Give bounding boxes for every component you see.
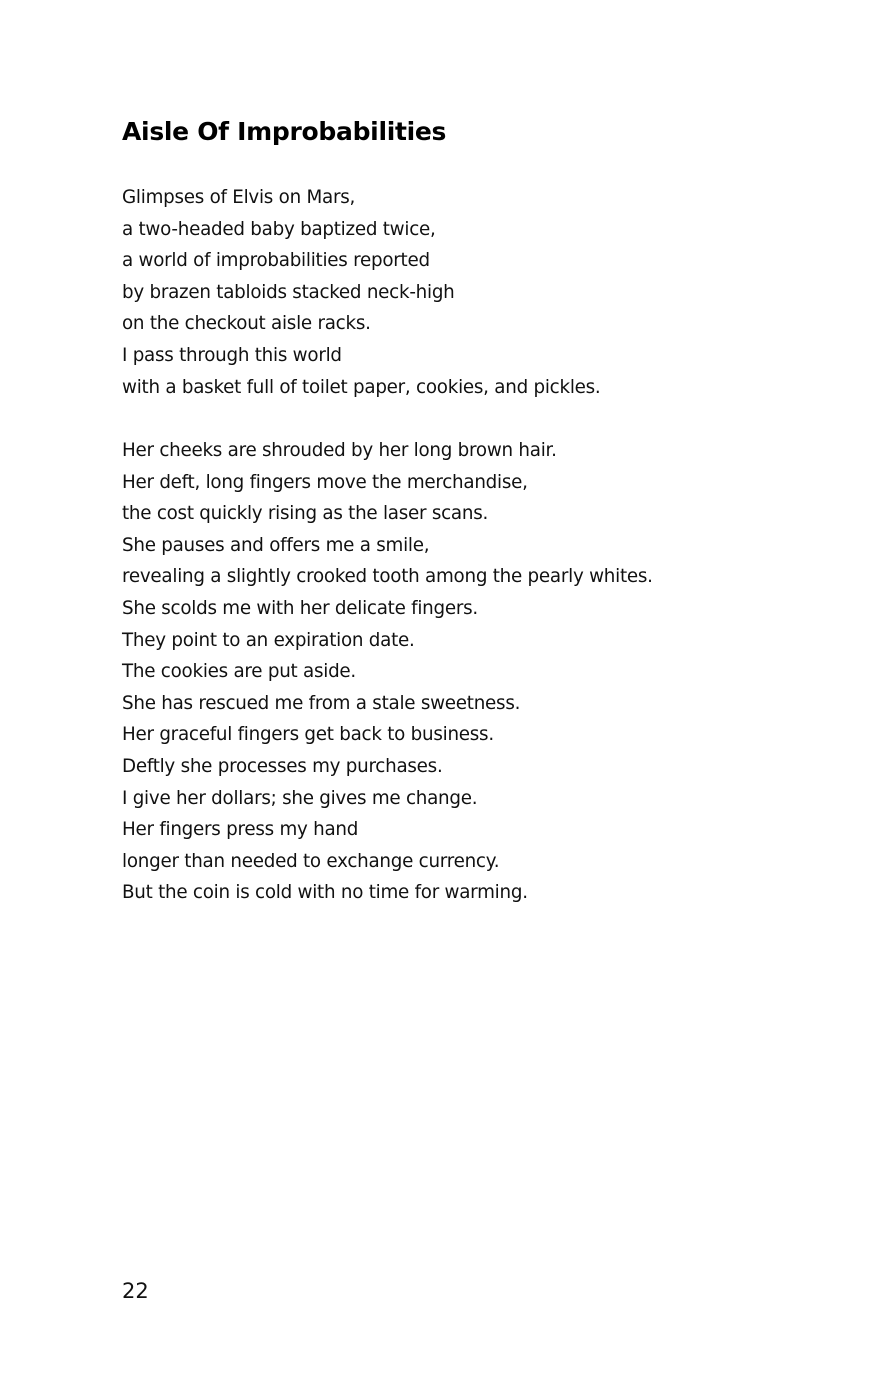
poem-line: Deftly she processes my purchases. [122,755,443,777]
poem-line: Glimpses of Elvis on Mars, [122,187,356,208]
poem-line: Her deft, long fingers move the merchandise, [122,471,528,493]
poem-line: with a basket full of toilet paper, cookies, and pickles. [122,376,601,398]
poem-line: But the coin is cold with no time for warming. [122,882,528,904]
poem-line: The cookies are put aside. [122,661,356,683]
poem-line: She pauses and offers me a smile, [122,534,430,556]
poem-line: longer than needed to exchange currency. [122,850,500,872]
poem-line: a world of improbabilities reported [122,250,430,272]
poem-title: Aisle Of Improbabilities [122,117,447,146]
poem-line: on the checkout aisle racks. [122,313,371,335]
poem-line: She scolds me with her delicate fingers. [122,597,478,619]
poem-line: Her fingers press my hand [122,819,359,841]
poem-line: She has rescued me from a stale sweetness. [122,692,521,714]
poem-line: Her graceful fingers get back to business. [122,724,494,746]
stanza-1 [122,182,600,403]
poem-line: I give her dollars; she gives me change. [122,787,478,809]
page-number: 22 [122,1279,149,1303]
stanza-2 [122,435,653,909]
poem-line: They point to an expiration date. [122,629,415,651]
poem-line: the cost quickly rising as the laser scans. [122,503,489,525]
poem-line: revealing a slightly crooked tooth among the pearly whites. [122,566,653,588]
poem-line: Her cheeks are shrouded by her long brown hair. [122,440,557,461]
poem-line: a two-headed baby baptized twice, [122,218,436,240]
poem-line: I pass through this world [122,344,342,366]
poem-line: by brazen tabloids stacked neck-high [122,281,455,303]
